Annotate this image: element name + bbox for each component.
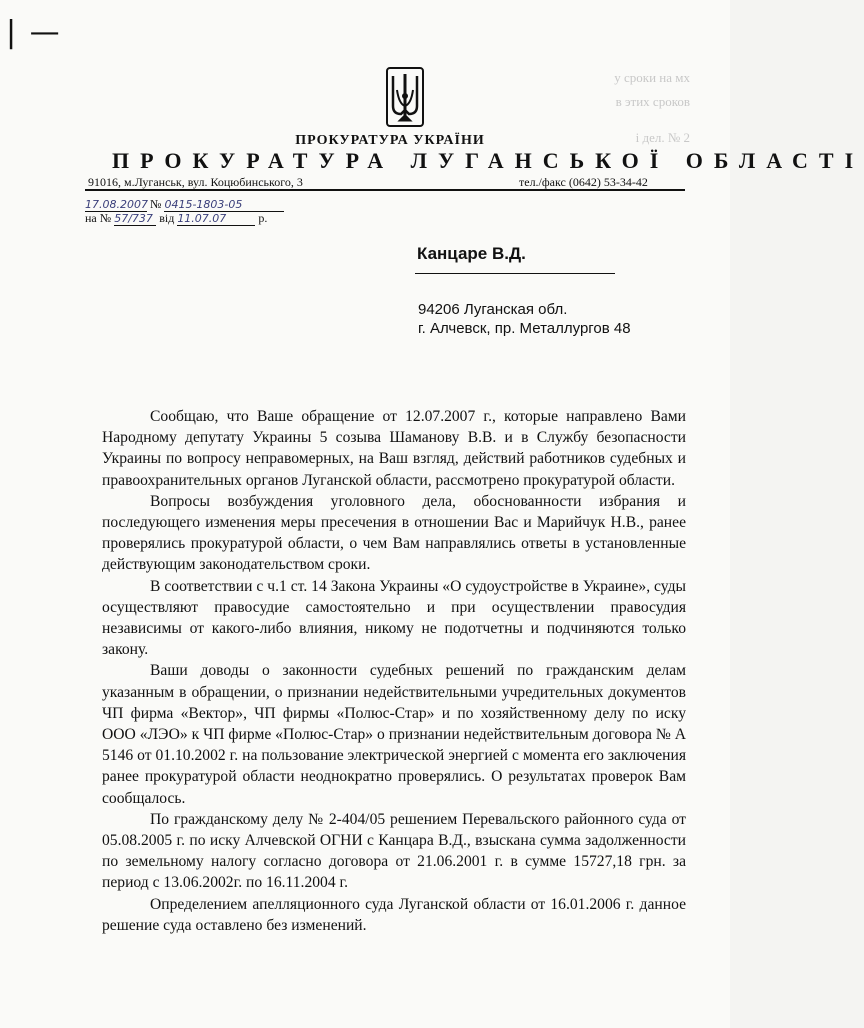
recipient-address-line: 94206 Луганская обл. [418,301,568,318]
header-ministry: ПРОКУРАТУРА УКРАЇНИ [295,133,485,148]
paragraph: В соответствии с ч.1 ст. 14 Закона Украины «О судоустройстве в Украине», суды осуществляют правосудие самостоятельно и при осуществлении правосудия независимы от какого-либо влияния, никому не подотчетны и подчиняются только закону. [102,577,686,659]
header-address: 91016, м.Луганськ, вул. Коцюбинського, 3 [88,175,303,189]
recipient-underline [415,273,615,274]
outgoing-date: 17.08.2007 [85,198,148,211]
letter-body [102,406,686,936]
reference-number: 57/737 [114,212,156,226]
number-label: № [150,197,162,211]
corner-mark: | — [6,15,62,50]
reference-label: на № [85,211,112,225]
paragraph: По гражданскому делу № 2-404/05 решением Перевальского районного суда от 05.08.2005 г. по иску Алчевской ОГНИ с Канцара В.Д., взыскана сумма задолженности по земельному налогу согласно договора от 21.06.2001 г. в сумме 15727,18 грн. за период с 13.06.2002г. по 16.11.2004 г. [102,810,686,892]
paragraph: Вопросы возбуждения уголовного дела, обоснованности избрания и последующего изменения меры пресечения в отношении Вас и Марийчук Н.В., ранее проверялись прокуратурой области, о чем Вам направлялись ответы в установленные действующим законодательством сроки. [102,492,686,574]
reply-reference [85,211,267,226]
header-office: ПРОКУРАТУРА ЛУГАНСЬКОЇ ОБЛАСТІ [112,148,864,173]
from-label: від [159,211,175,225]
header-divider [85,189,685,191]
year-suffix: р. [258,211,268,225]
bleed-through-text: і дел. № 2 [635,130,690,145]
bleed-through-text: у сроки на мх [614,70,690,85]
recipient-address [418,300,631,338]
paragraph: Сообщаю, что Ваше обращение от 12.07.2007 г., которые направлено Вами Народному депутату Украины 5 созыва Шаманову В.В. и в Службу безопасности Украины по вопросу неправомерных, на Ваш взгляд, действий работников судебных и правоохранительных органов Луганской области, рассмотрено прокуратурой области. [102,408,686,489]
header-phone: тел./факс (0642) 53-34-42 [519,175,648,189]
paragraph: Определением апелляционного суда Луганской области от 16.01.2006 г. данное решение суда оставлено без изменений. [102,895,686,934]
bleed-through-text: в этих сроков [615,94,690,109]
recipient-name: Канцаре В.Д. [417,244,526,263]
trident-emblem-icon [385,66,425,128]
recipient-address-line: г. Алчевск, пр. Металлургов 48 [418,320,631,337]
reference-date: 11.07.07 [177,212,255,226]
paragraph: Ваши доводы о законности судебных решений по гражданским делам указанным в обращении, о признании недействительными учредительных документов ЧП фирма «Вектор», ЧП фирмы «Полюс-Стар» и по хозяйственному делу по иску ООО «ЛЭО» к ЧП фирме «Полюс-Стар» о признании недействительным договора № А 5146 от 01.10.2002 г. на пользование электрической энергией с момента его заключения ранее прокуратурой области неоднократно проверялись. О результатах проверок Вам сообщалось. [102,662,686,807]
outgoing-registration [85,197,284,212]
outgoing-number: 0415-1803-05 [164,198,284,212]
